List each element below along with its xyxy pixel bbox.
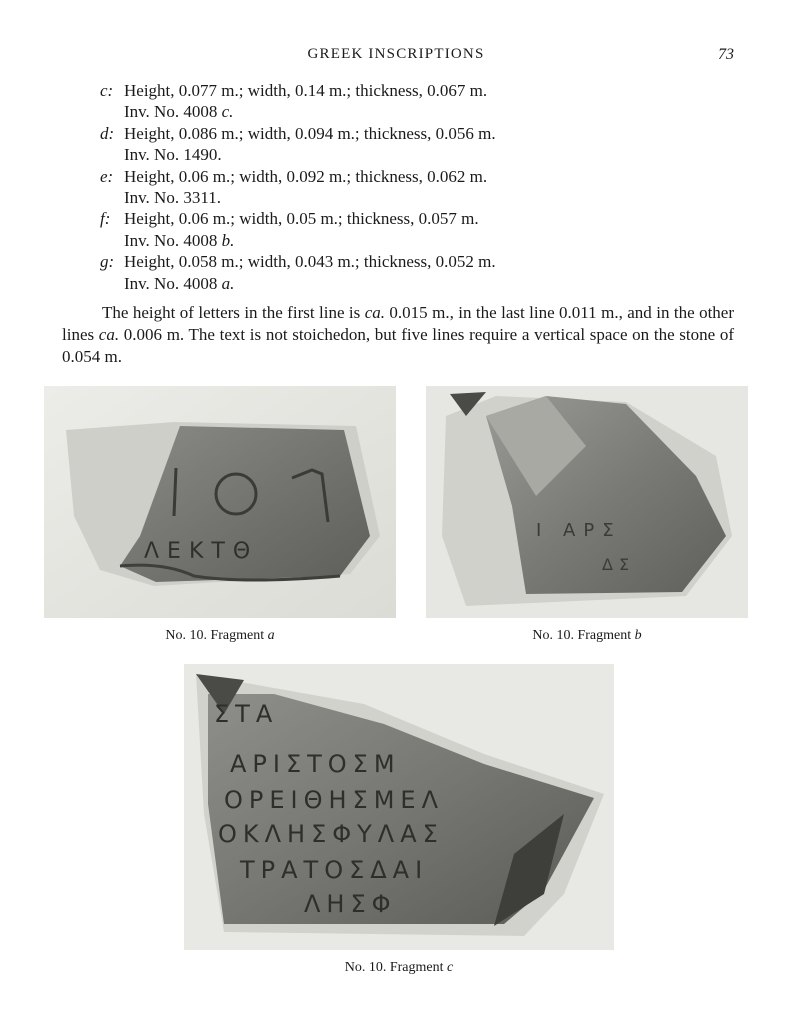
running-title: GREEK INSCRIPTIONS	[307, 46, 485, 62]
fragment-c-inscription-line-6: ΛΗΣΦ	[304, 890, 397, 918]
inventory-number: Inv. No. 4008	[124, 102, 218, 122]
fragment-a-image	[44, 386, 396, 618]
fragment-letter: e:	[100, 166, 114, 186]
dimension-entry-c	[100, 80, 720, 123]
paragraph-text-1: The height of letters in the first line is	[102, 303, 365, 322]
dimension-entry-d	[100, 123, 720, 166]
dimension-entry-e	[100, 166, 720, 209]
paragraph-text-3: 0.006 m. The text is not stoichedon, but five lines require a vertical space on the stone of 0.054 m.	[62, 325, 735, 366]
dimension-entry-f	[100, 208, 720, 251]
caption-c-letter: c	[447, 960, 454, 975]
fragment-b-caption	[426, 628, 748, 644]
fragment-a-inscription-line-2: ΛΕΚΤΘ	[144, 539, 259, 564]
inventory-suffix: b.	[221, 230, 235, 250]
dimension-entry-g	[100, 251, 720, 294]
fragment-c-inscription-line-4: ΟΚΛΗΣΦΥΛΑΣ	[218, 820, 444, 848]
paragraph-circa-2: ca.	[98, 325, 120, 344]
page-number: 73	[718, 46, 734, 63]
fragment-letter: c:	[100, 81, 114, 100]
fragment-c-caption	[184, 960, 614, 976]
fragment-letter: d:	[100, 123, 115, 143]
inventory-number: Inv. No. 3311.	[124, 188, 221, 208]
dimension-text: Height, 0.06 m.; width, 0.05 m.; thickness, 0.057 m.	[124, 209, 479, 229]
dimension-text: Height, 0.058 m.; width, 0.043 m.; thickness, 0.052 m.	[124, 252, 496, 272]
fragment-a-photo	[44, 386, 396, 618]
fragment-letter: g:	[100, 252, 115, 272]
caption-a-letter: a	[267, 628, 275, 643]
fragment-b-image	[426, 386, 748, 618]
paragraph-circa-1: ca.	[364, 303, 385, 322]
inventory-number: Inv. No. 4008	[124, 273, 218, 293]
inventory-suffix: a.	[221, 273, 235, 293]
inventory-number: Inv. No. 4008	[124, 230, 218, 250]
fragment-b-inscription-line-2: ΔΣ	[602, 555, 636, 574]
fragment-c-inscription-line-3: ΟΡΕΙΘΗΣΜΕΛ	[224, 786, 444, 814]
fragment-b-inscription-line-1: Ι ΑΡΣ	[536, 520, 622, 541]
fragment-c-photo	[184, 664, 614, 950]
fragment-c-inscription-line-1: ΣΤΑ	[214, 700, 279, 728]
dimension-text: Height, 0.077 m.; width, 0.14 m.; thickness, 0.067 m.	[124, 81, 488, 100]
caption-a-text: No. 10. Fragment	[165, 628, 265, 643]
fragment-c-inscription-line-2: ΑΡΙΣΤΟΣΜ	[230, 750, 401, 778]
fragment-letter: f:	[100, 209, 111, 229]
letter-height-paragraph	[62, 302, 734, 368]
fragment-c-inscription-line-5: ΤΡΑΤΟΣΔΑΙ	[240, 856, 429, 884]
caption-b-letter: b	[634, 628, 642, 643]
paragraph-text-2: 0.015 m., in the last line 0.011 m., and in the other lines	[62, 303, 735, 344]
dimension-text: Height, 0.086 m.; width, 0.094 m.; thickness, 0.056 m.	[124, 123, 496, 143]
fragment-b-photo	[426, 386, 748, 618]
caption-b-text: No. 10. Fragment	[532, 628, 632, 643]
fragment-c-image	[184, 664, 614, 950]
caption-c-text: No. 10. Fragment	[344, 960, 444, 975]
fragment-a-caption	[44, 628, 396, 644]
fragment-dimensions-list	[100, 80, 720, 294]
dimension-text: Height, 0.06 m.; width, 0.092 m.; thickness, 0.062 m.	[124, 166, 488, 186]
page-header	[0, 46, 792, 68]
inventory-number: Inv. No. 1490.	[124, 145, 222, 165]
inventory-suffix: c.	[221, 102, 234, 122]
